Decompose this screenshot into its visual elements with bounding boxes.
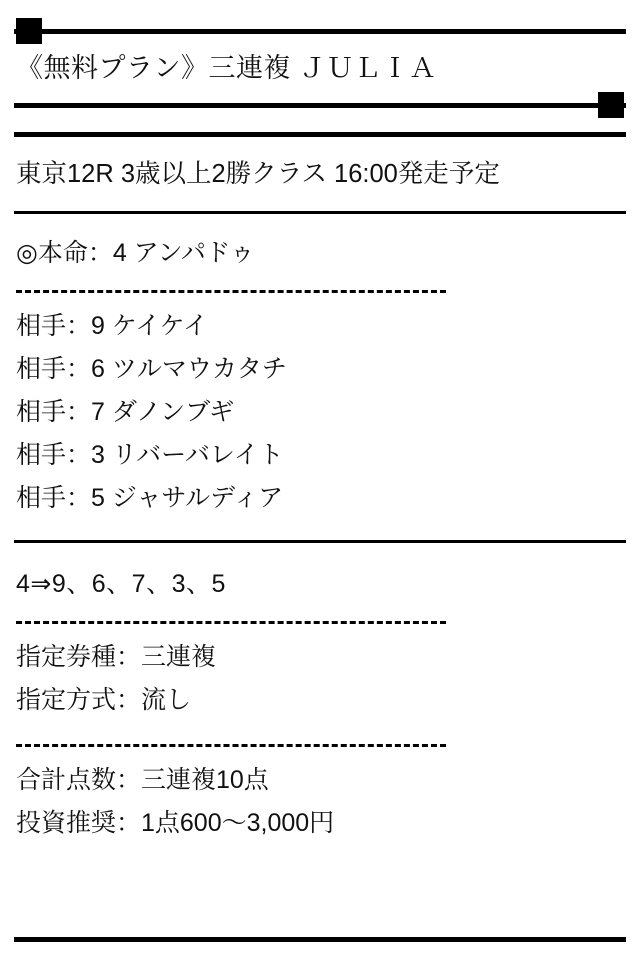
header-bottom-rule [14, 92, 626, 118]
list-item: 相手：5 ジャサルディア [16, 484, 284, 513]
header-bottom-line [14, 103, 626, 108]
list-item: 相手：7 ダノンブギ [16, 398, 235, 427]
header-square-right [598, 92, 624, 118]
header-square-left [16, 18, 42, 44]
race-info: 東京12R 3歳以上2勝クラス 16:00発走予定 [16, 159, 500, 188]
page-title: 《無料プラン》三連複 ＪＵＬＩＡ [16, 53, 437, 83]
list-item: 指定券種：三連複 [16, 643, 217, 672]
list-item: 投資推奨：1点600〜3,000円 [16, 809, 335, 838]
header-top-rule [14, 18, 626, 44]
partner-list [14, 293, 626, 520]
list-item: 相手：6 ツルマウカタチ [16, 355, 287, 384]
honmei-pick: ◎本命：4 アンパドゥ [16, 239, 255, 268]
header-block [14, 0, 626, 137]
list-item: 相手：9 ケイケイ [16, 312, 208, 341]
bet-detail-list [14, 624, 626, 722]
footer-divider [14, 937, 626, 942]
summary-list [14, 747, 626, 845]
list-item: 相手：3 リバーバレイト [16, 441, 284, 470]
list-item: 合計点数：三連複10点 [16, 766, 269, 795]
list-item: 指定方式：流し [16, 686, 192, 715]
combination-text: 4⇒9、6、7、3、5 [16, 570, 226, 599]
header-top-line [14, 29, 626, 34]
